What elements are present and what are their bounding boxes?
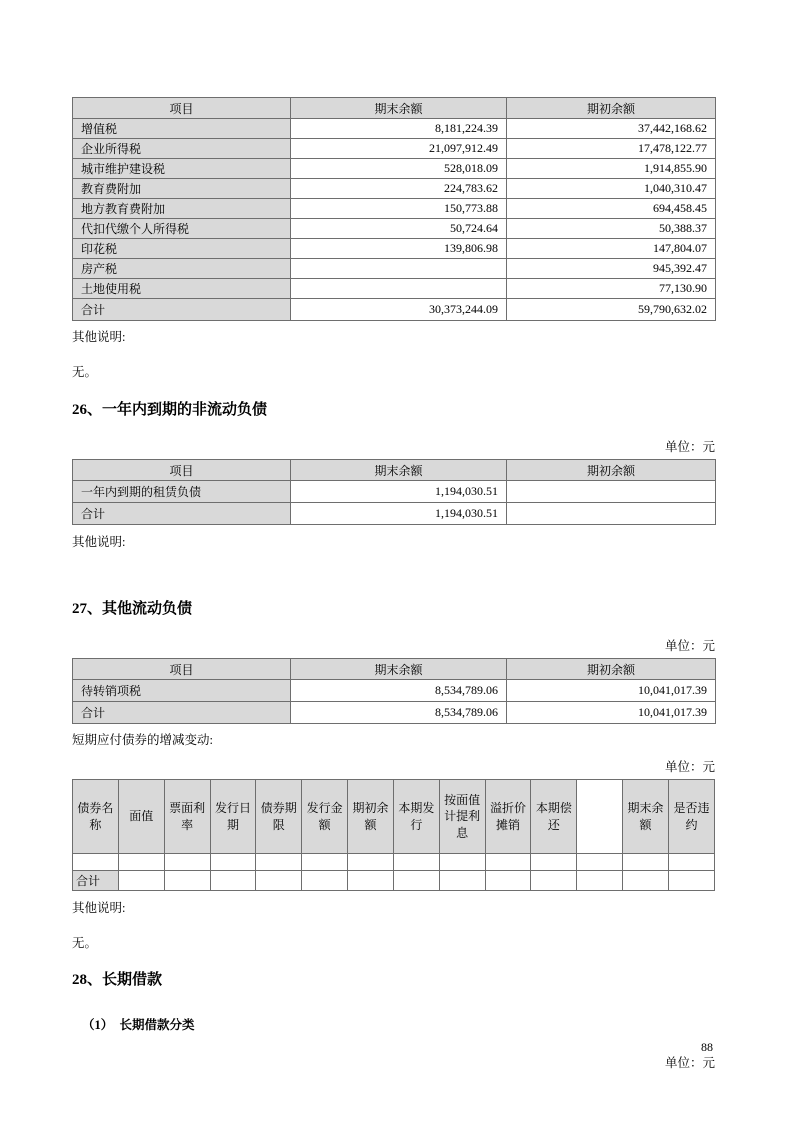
- header-cell-beginning-balance: 期初余额: [507, 659, 716, 680]
- cell-ending-balance: 8,534,789.06: [291, 702, 507, 724]
- header-cell-beginning-balance: 期初余额: [507, 98, 716, 119]
- cell: [668, 854, 714, 871]
- unit-label: 单位：元: [664, 639, 715, 653]
- cell: [164, 871, 210, 891]
- table-row: [73, 680, 716, 702]
- section-28-heading: 28、长期借款: [72, 972, 163, 988]
- header-cell-issue-amount: 发行金额: [302, 780, 348, 854]
- cell-ending-balance: 224,783.62: [291, 179, 507, 199]
- cell-beginning-balance: [507, 503, 716, 525]
- cell: [485, 871, 531, 891]
- header-cell-item: 项目: [73, 659, 291, 680]
- cell: [348, 854, 394, 871]
- cell-beginning-balance: 59,790,632.02: [507, 299, 716, 321]
- cell-total-label: 合计: [73, 871, 119, 891]
- cell-beginning-balance: 17,478,122.77: [507, 139, 716, 159]
- cell: [73, 854, 119, 871]
- cell-item: 地方教育费附加: [73, 199, 291, 219]
- cell: [210, 854, 256, 871]
- cell-ending-balance: 30,373,244.09: [291, 299, 507, 321]
- header-cell-ending-balance: 期末余额: [291, 98, 507, 119]
- cell-beginning-balance: 50,388.37: [507, 219, 716, 239]
- cell-ending-balance: 528,018.09: [291, 159, 507, 179]
- other-notes-label: 其他说明:: [72, 535, 126, 549]
- cell: [531, 871, 577, 891]
- header-cell-coupon-rate: 票面利率: [164, 780, 210, 854]
- noncurrent-liabilities-due-table: [72, 459, 716, 525]
- cell-item: 城市维护建设税: [73, 159, 291, 179]
- header-row: [73, 659, 716, 680]
- table-row: [73, 481, 716, 503]
- cell-item: 教育费附加: [73, 179, 291, 199]
- cell: [393, 871, 439, 891]
- cell-ending-balance: 8,534,789.06: [291, 680, 507, 702]
- taxes-payable-table: [72, 97, 716, 321]
- header-cell-ending-balance: 期末余额: [623, 780, 669, 854]
- cell-beginning-balance: 147,804.07: [507, 239, 716, 259]
- cell-beginning-balance: 10,041,017.39: [507, 680, 716, 702]
- cell-beginning-balance: 1,040,310.47: [507, 179, 716, 199]
- cell-beginning-balance: 77,130.90: [507, 279, 716, 299]
- cell-item: 企业所得税: [73, 139, 291, 159]
- header-cell-item: 项目: [73, 460, 291, 481]
- cell-ending-balance: 150,773.88: [291, 199, 507, 219]
- cell-beginning-balance: 37,442,168.62: [507, 119, 716, 139]
- cell-ending-balance: 21,097,912.49: [291, 139, 507, 159]
- cell: [164, 854, 210, 871]
- short-term-bonds-table: [72, 779, 715, 891]
- header-cell-default-flag: 是否违约: [668, 780, 714, 854]
- header-cell-issue-date: 发行日期: [210, 780, 256, 854]
- page-number: 88: [701, 1040, 713, 1054]
- table-row: [73, 854, 715, 871]
- total-row: [73, 871, 715, 891]
- section-26-heading: 26、一年内到期的非流动负债: [72, 402, 268, 418]
- cell-item: 一年内到期的租赁负债: [73, 481, 291, 503]
- cell-beginning-balance: [507, 481, 716, 503]
- cell: [577, 871, 623, 891]
- table-row: [73, 179, 716, 199]
- header-cell-interest-accrued: 按面值计提利息: [439, 780, 485, 854]
- cell: [668, 871, 714, 891]
- cell: [577, 854, 623, 871]
- cell: [485, 854, 531, 871]
- cell-item: 代扣代缴个人所得税: [73, 219, 291, 239]
- cell-ending-balance: [291, 279, 507, 299]
- cell-total-label: 合计: [73, 702, 291, 724]
- cell: [348, 871, 394, 891]
- bonds-change-caption: 短期应付债券的增减变动:: [72, 733, 213, 747]
- unit-label: 单位：元: [664, 440, 715, 454]
- header-cell-ending-balance: 期末余额: [291, 460, 507, 481]
- table-row: [73, 279, 716, 299]
- cell-ending-balance: 1,194,030.51: [291, 481, 507, 503]
- header-cell-bond-name: 债券名称: [73, 780, 119, 854]
- table-row: [73, 259, 716, 279]
- none-text: 无。: [72, 365, 98, 379]
- other-notes-label: 其他说明:: [72, 330, 126, 344]
- table-row: [73, 239, 716, 259]
- header-cell-blank: [577, 780, 623, 854]
- unit-label: 单位：元: [664, 760, 715, 774]
- cell-item: 土地使用税: [73, 279, 291, 299]
- total-row: [73, 503, 716, 525]
- cell: [302, 871, 348, 891]
- cell: [531, 854, 577, 871]
- none-text: 无。: [72, 936, 98, 950]
- cell-beginning-balance: 10,041,017.39: [507, 702, 716, 724]
- cell-total-label: 合计: [73, 299, 291, 321]
- cell: [256, 854, 302, 871]
- cell-ending-balance: 50,724.64: [291, 219, 507, 239]
- cell: [623, 871, 669, 891]
- header-cell-face-value: 面值: [118, 780, 164, 854]
- cell-ending-balance: 1,194,030.51: [291, 503, 507, 525]
- header-cell-repaid-current: 本期偿还: [531, 780, 577, 854]
- table-row: [73, 119, 716, 139]
- cell: [439, 871, 485, 891]
- cell: [118, 871, 164, 891]
- section-28-sub1-heading: （1） 长期借款分类: [82, 1018, 195, 1032]
- section-27-heading: 27、其他流动负债: [72, 601, 193, 617]
- header-cell-beginning-balance: 期初余额: [348, 780, 394, 854]
- cell-beginning-balance: 1,914,855.90: [507, 159, 716, 179]
- other-notes-label: 其他说明:: [72, 901, 126, 915]
- header-cell-issued-current: 本期发行: [393, 780, 439, 854]
- cell: [623, 854, 669, 871]
- header-cell-beginning-balance: 期初余额: [507, 460, 716, 481]
- header-cell-item: 项目: [73, 98, 291, 119]
- table-row: [73, 199, 716, 219]
- header-cell-bond-term: 债券期限: [256, 780, 302, 854]
- other-current-liabilities-table: [72, 658, 716, 724]
- table-row: [73, 139, 716, 159]
- header-row: [73, 98, 716, 119]
- cell-beginning-balance: 945,392.47: [507, 259, 716, 279]
- cell-item: 印花税: [73, 239, 291, 259]
- cell: [302, 854, 348, 871]
- cell-ending-balance: [291, 259, 507, 279]
- cell: [393, 854, 439, 871]
- cell-total-label: 合计: [73, 503, 291, 525]
- header-row: [73, 460, 716, 481]
- cell-ending-balance: 139,806.98: [291, 239, 507, 259]
- cell-beginning-balance: 694,458.45: [507, 199, 716, 219]
- table-row: [73, 219, 716, 239]
- unit-label: 单位：元: [664, 1056, 715, 1070]
- cell-item: 增值税: [73, 119, 291, 139]
- cell: [256, 871, 302, 891]
- total-row: [73, 299, 716, 321]
- cell-item: 房产税: [73, 259, 291, 279]
- table-row: [73, 159, 716, 179]
- header-row: [73, 780, 715, 854]
- total-row: [73, 702, 716, 724]
- cell: [118, 854, 164, 871]
- cell: [439, 854, 485, 871]
- header-cell-premium-amortization: 溢折价摊销: [485, 780, 531, 854]
- cell-ending-balance: 8,181,224.39: [291, 119, 507, 139]
- header-cell-ending-balance: 期末余额: [291, 659, 507, 680]
- cell: [210, 871, 256, 891]
- cell-item: 待转销项税: [73, 680, 291, 702]
